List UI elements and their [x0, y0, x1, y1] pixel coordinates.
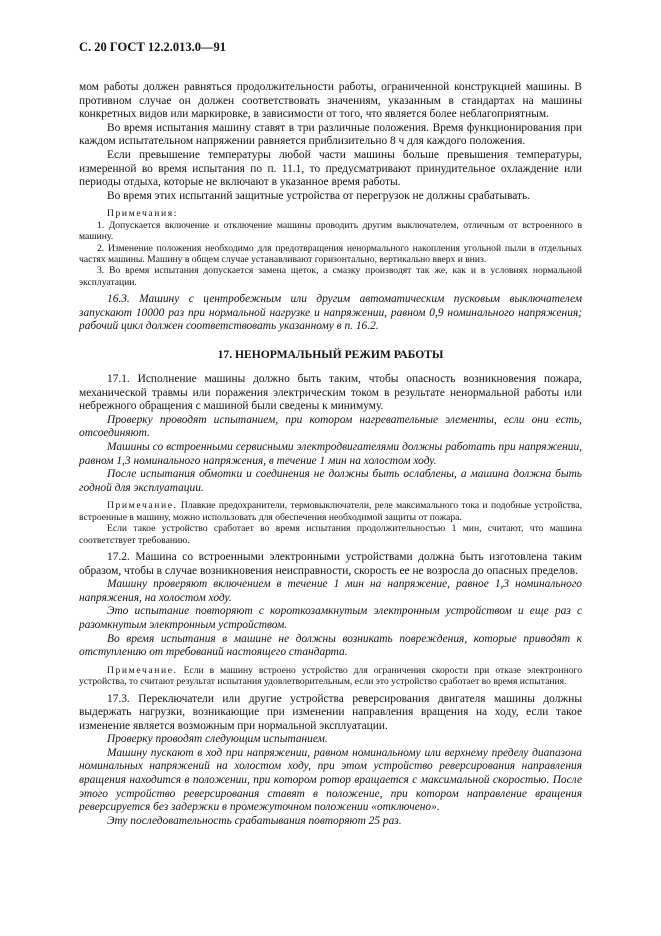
- note-label: Примечание.: [107, 500, 178, 512]
- test-paragraph: Машину проверяют включением в течение 1 мин на напряжение, равное 1,3 номинального напряжения, на холостом ходу.: [79, 578, 582, 604]
- test-paragraph: Машину пускают в ход при напряжении, равном номинальному или верхнему пределу диапазона номинальных напряжений на холостом ходу, при этом устройство реверсирования направления вращения находится в положении, при котором ротор вращается с максимальной скоростью. После этого устройство реверсирования ставят в положение, при котором направление вращения реверсируется без задержки в промежуточном положении «отключено».: [79, 746, 582, 814]
- notes-title: Примечания:: [107, 208, 178, 220]
- test-paragraph: Эту последовательность срабатывания повторяют 25 раз.: [107, 814, 402, 827]
- note-label: Примечание.: [107, 664, 178, 676]
- note-text: Плавкие предохранители, термовыключатели, реле максимального тока и подобные устройства, встроенные в машину, можно использовать для обеспечения необходимой защиты от пожара.: [79, 500, 582, 523]
- note-text: Если в машину встроено устройство для ограничения скорости при отказе электронного устройства, то считают результат испытания удовлетворительным, если это устройство сработает во время испытания.: [79, 664, 582, 688]
- document-page: [79, 40, 582, 828]
- paragraph: Если превышение температуры любой части машины больше превышения температуры, измеренной во время испытания по п. 11.1, то предусматривают принудительное охлаждение или периоды отдыха, которые не включают в указанное время работы.: [79, 148, 582, 189]
- note-item: 1. Допускается включение и отключение машины проводить другим выключателем, отличным от встроенного в машину.: [79, 219, 582, 243]
- section-title: 17. НЕНОРМАЛЬНЫЙ РЕЖИМ РАБОТЫ: [217, 347, 444, 361]
- note-continued: Если такое устройство сработает во время испытания продолжительностью 1 мин, считают, что машина соответствует требованию.: [79, 523, 582, 546]
- note: [79, 665, 582, 688]
- note-item: 3. Во время испытания допускается замена щеток, а смазку производят так же, как и в условиях нормальной эксплуатации.: [79, 265, 582, 288]
- test-paragraph: Проверку проводят следующим испытанием.: [107, 733, 328, 746]
- page-header: С. 20 ГОСТ 12.2.013.0—91: [79, 40, 227, 54]
- note-item: 2. Изменение положения необходимо для предотвращения ненормального накопления угольной пыли в отдельных частях машины. Машину в общем случае устанавливают горизонтально, вертикально вверх и вниз.: [79, 242, 582, 265]
- test-paragraph: После испытания обмотки и соединения не должны быть ослаблены, а машина должна быть годной для эксплуатации.: [79, 468, 582, 494]
- clause-16-3: 16.3. Машину с центробежным или другим автоматическим пусковым выключателем запускают 10000 раз при нормальной нагрузке и напряжении, равном 0,9 номинального напряжения; рабочий цикл должен соответствовать указанному в п. 16.2.: [79, 293, 582, 333]
- clause-17-1: 17.1. Исполнение машины должно быть таким, чтобы опасность возникновения пожара, механической травмы или поражения электрическим током в результате ненормальной работы или небрежного обращения с машиной были сведены к минимуму.: [79, 372, 582, 413]
- test-paragraph: Во время испытания в машине не должны возникать повреждения, которые приводят к отступлению от требований настоящего стандарта.: [79, 632, 582, 659]
- test-paragraph: Машины со встроенными сервисными электродвигателями должны работать при напряжении, равном 1,3 номинального напряжения, в течение 1 мин на холостом ходу.: [79, 440, 582, 467]
- paragraph: мом работы должен равняться продолжительности работы, ограниченной конструкцией машины. В противном случае он должен соответствовать значениям, указанным в стандартах на машины конкретных видов или маркировке, в зависимости от того, что является более неблагоприятным.: [79, 81, 582, 121]
- test-paragraph: Проверку проводят испытанием, при котором нагревательные элементы, если они есть, отсоединяют.: [79, 413, 582, 440]
- paragraph: Во время испытания машину ставят в три различные положения. Время функционирования при каждом испытательном напряжении равняется приблизительно 8 ч для каждого положения.: [79, 121, 582, 148]
- note: [79, 500, 582, 523]
- test-paragraph: Это испытание повторяют с короткозамкнутым электронным устройством и еще раз с разомкнутым электронным устройством.: [79, 605, 582, 631]
- clause-17-2: 17.2. Машина со встроенными электронными устройствами должна быть изготовлена таким образом, чтобы в случае возникновения неисправности, скорость ее не возросла до опасных пределов.: [79, 550, 582, 577]
- clause-17-3: 17.3. Переключатели или другие устройства реверсирования двигателя машины должны выдержать нагрузки, возникающие при изменении направления вращения на ходу, если такое изменение является возможным при нормальной эксплуатации.: [79, 692, 582, 732]
- paragraph: Во время этих испытаний защитные устройства от перегрузок не должны срабатывать.: [107, 189, 531, 202]
